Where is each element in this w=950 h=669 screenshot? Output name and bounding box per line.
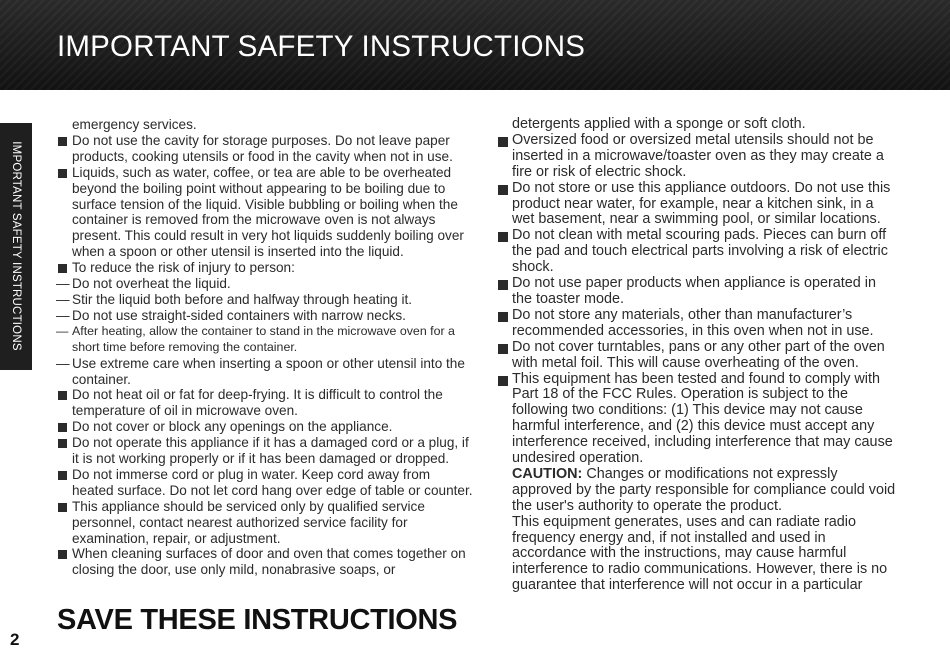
list-item: Do not store or use this appliance outdoors. Do not use this product near water, for example, near a kitchen sink, in a wet basement, near a swimming pool, or similar locations. — [497, 181, 897, 229]
list-item: Liquids, such as water, coffee, or tea are able to be overheated beyond the boiling point without appearing to be boiling due to surface tension of the liquid. Visible bubbling or boiling when the container is removed from the microwave oven is not always present. This could result in very hot liquids suddenly boiling over when a spoon or other utensil is inserted into the liquid. — [57, 165, 473, 260]
bullet-square-icon — [58, 550, 67, 559]
page-number: 2 — [10, 630, 20, 649]
caution-label: CAUTION: — [512, 465, 583, 482]
continuation-text: detergents applied with a sponge or soft cloth. — [512, 116, 806, 132]
bullet-square-icon — [498, 232, 508, 242]
bullet-square-icon — [498, 376, 508, 386]
page-title: IMPORTANT SAFETY INSTRUCTIONS — [57, 30, 586, 63]
closing-paragraph: This equipment generates, uses and can radiate radio frequency energy and, if not installed and used in accordance with the instructions, may cause harmful interference to radio communications. However, there is no guarantee that interference will not occur in a particular — [512, 513, 888, 594]
list-item: Do not use the cavity for storage purposes. Do not leave paper products, cooking utensils or food in the cavity when not in use. — [57, 133, 473, 165]
bullet-square-icon — [498, 185, 508, 195]
bullet-square-icon — [58, 439, 67, 448]
save-instructions-title: SAVE THESE INSTRUCTIONS — [57, 604, 458, 636]
dash-item: — After heating, allow the container to stand in the microwave oven for a short time before removing the container. — [56, 323, 455, 354]
bullet-square-icon — [58, 169, 67, 178]
dash-item: — Stir the liquid both before and halfway through heating it. — [56, 291, 413, 307]
list-item: Do not operate this appliance if it has a damaged cord or a plug, if it is not working properly or if it has been damaged or dropped. — [57, 435, 473, 467]
list-item: When cleaning surfaces of door and oven that comes together on closing the door, use only mild, nonabrasive soaps, or — [57, 546, 473, 578]
list-item: This equipment has been tested and found to comply with Part 18 of the FCC Rules. Operation is subject to the following two conditions: (1) This device may not cause harmful interference, and (2) this device must accept any interference received, including interference that may cause undesired operation. — [497, 372, 897, 467]
bullet-square-icon — [498, 344, 508, 354]
list-item: Do not heat oil or fat for deep-frying. It is difficult to control the temperature of oil in microwave oven. — [57, 387, 473, 419]
bullet-square-icon — [58, 391, 67, 400]
side-tab-label: IMPORTANT SAFETY INSTRUCTIONS — [10, 141, 22, 351]
bullet-square-icon — [58, 264, 67, 273]
page-header — [0, 0, 950, 90]
caution-paragraph: CAUTION: Changes or modifications not expressly approved by the party responsible for compliance could void the user's authority to operate the product. — [512, 465, 896, 514]
dash-item: — Do not use straight-sided containers with narrow necks. — [56, 307, 406, 323]
right-column — [497, 117, 897, 594]
list-item: Do not cover or block any openings on the appliance. — [57, 419, 473, 435]
bullet-square-icon — [498, 280, 508, 290]
list-item: Do not clean with metal scouring pads. Pieces can burn off the pad and touch electrical parts involving a risk of electric shock. — [497, 228, 897, 276]
bullet-square-icon — [498, 312, 508, 322]
bullet-square-icon — [498, 137, 508, 147]
list-item: Oversized food or oversized metal utensils should not be inserted in a microwave/toaster oven as they may create a fire or risk of electric shock. — [497, 133, 897, 181]
list-item: Do not store any materials, other than manufacturer’s recommended accessories, in this oven when not in use. — [497, 308, 897, 340]
bullet-square-icon — [58, 423, 67, 432]
dash-item: — Use extreme care when inserting a spoon or other utensil into the container. — [56, 355, 465, 387]
bullet-square-icon — [58, 137, 67, 146]
continuation-text: emergency services. — [72, 117, 197, 132]
list-item: To reduce the risk of injury to person: — [57, 260, 473, 276]
dash-item: — Do not overheat the liquid. — [56, 276, 231, 292]
left-column — [57, 117, 473, 578]
list-item: Do not cover turntables, pans or any other part of the oven with metal foil. This will cause overheating of the oven. — [497, 340, 897, 372]
list-item: Do not immerse cord or plug in water. Keep cord away from heated surface. Do not let cord hang over edge of table or counter. — [57, 467, 473, 499]
list-item: Do not use paper products when appliance is operated in the toaster mode. — [497, 276, 897, 308]
bullet-square-icon — [58, 471, 67, 480]
bullet-square-icon — [58, 503, 67, 512]
list-item: This appliance should be serviced only by qualified service personnel, contact nearest authorized service facility for examination, repair, or adjustment. — [57, 499, 473, 547]
side-section-tab — [0, 123, 32, 370]
